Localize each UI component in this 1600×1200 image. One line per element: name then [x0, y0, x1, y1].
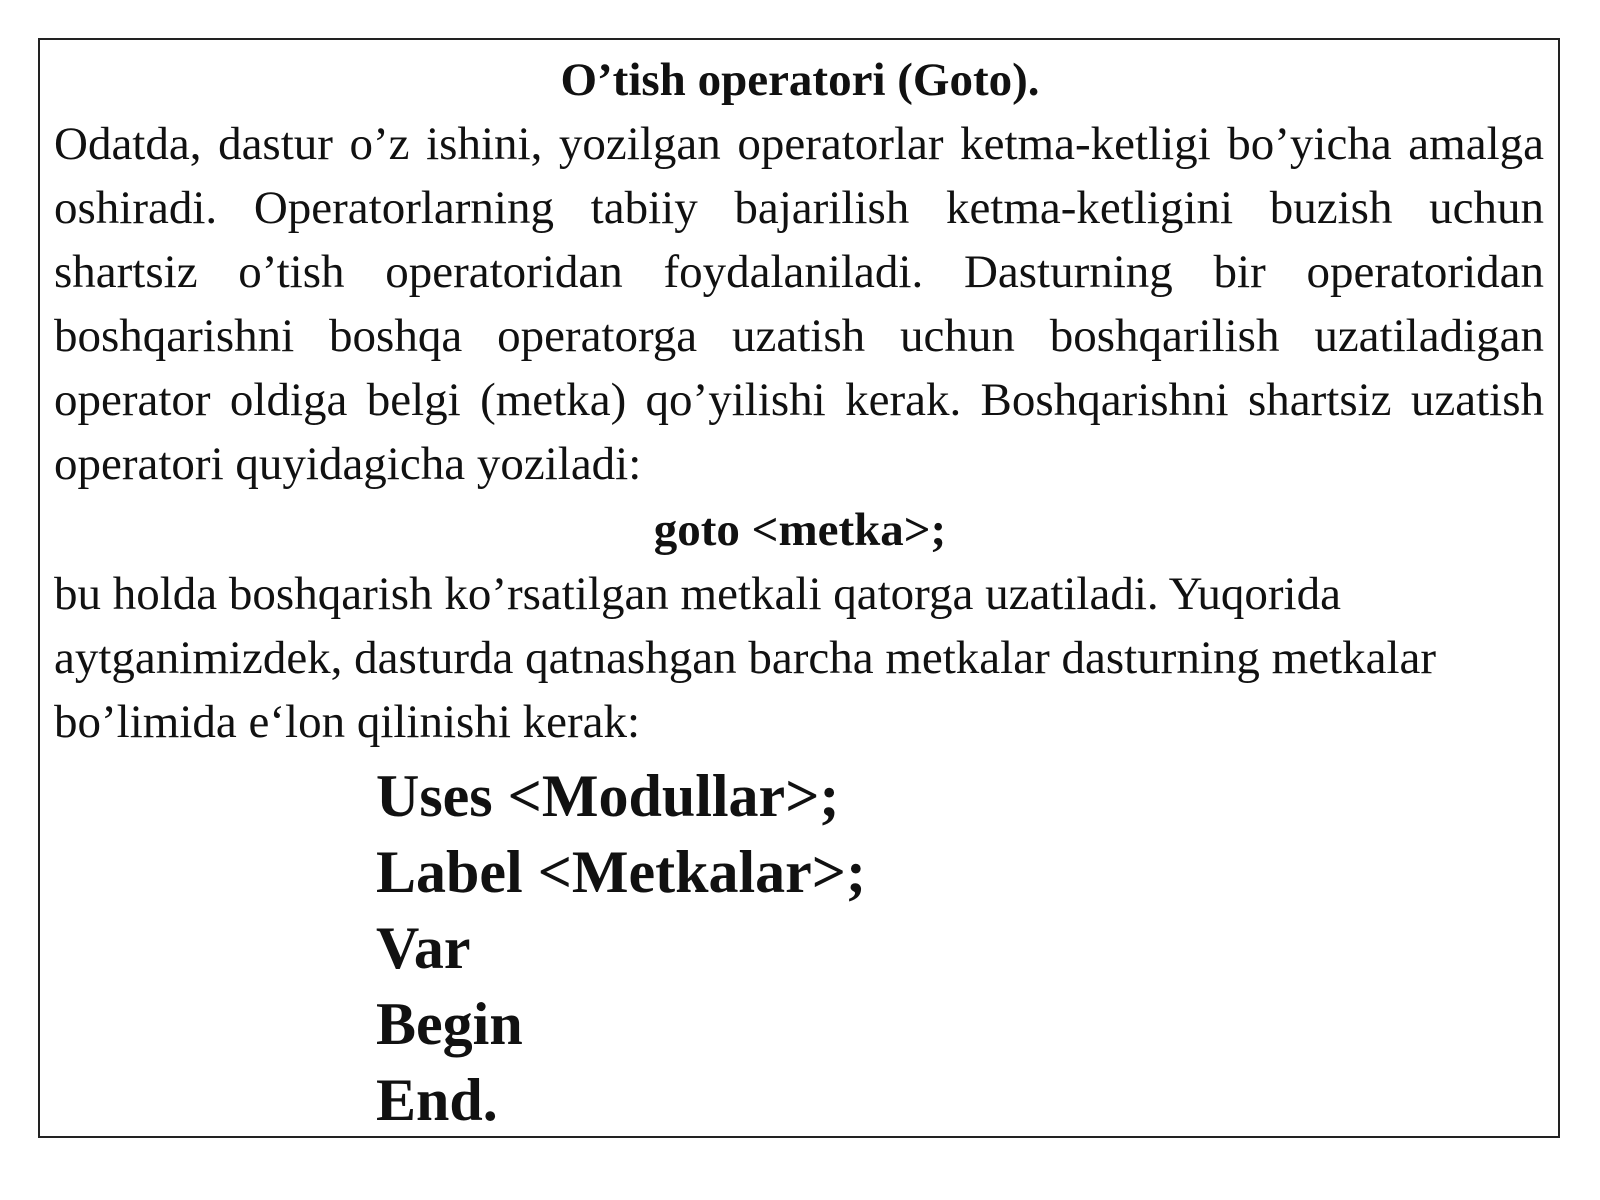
code-line-end: End.: [376, 1067, 498, 1133]
page-title: O’tish operatori (Goto).: [560, 54, 1040, 106]
code-line-begin: Begin: [376, 991, 523, 1057]
intro-paragraph: Odatda, dastur o’z ishini, yozilgan operatorlar ketma-ketligi bo’yicha amalga oshiradi. Operatorlarning tabiiy bajarilish ketma-ketligini buzish uchun shartsiz o’tish operatoridan foydalaniladi. Dasturning bir operatoridan boshqarishni boshqa operatorga uzatish uchun boshqarilish uzatiladigan operator oldiga belgi (metka) qo’yilishi kerak. Boshqarishni shartsiz uzatish operatori quyidagicha yoziladi:: [54, 118, 1544, 490]
code-line-uses: Uses <Modullar>;: [376, 763, 840, 829]
program-structure: [376, 758, 866, 1138]
goto-syntax: goto <metka>;: [653, 504, 947, 556]
explanation-paragraph: bu holda boshqarish ko’rsatilgan metkali qatorga uzatiladi. Yuqorida aytganimizdek, dasturda qatnashgan barcha metkalar dasturning metkalar bo’limida e‘lon qilinishi kerak:: [54, 568, 1437, 748]
code-line-var: Var: [376, 915, 471, 981]
code-line-label: Label <Metkalar>;: [376, 839, 866, 905]
